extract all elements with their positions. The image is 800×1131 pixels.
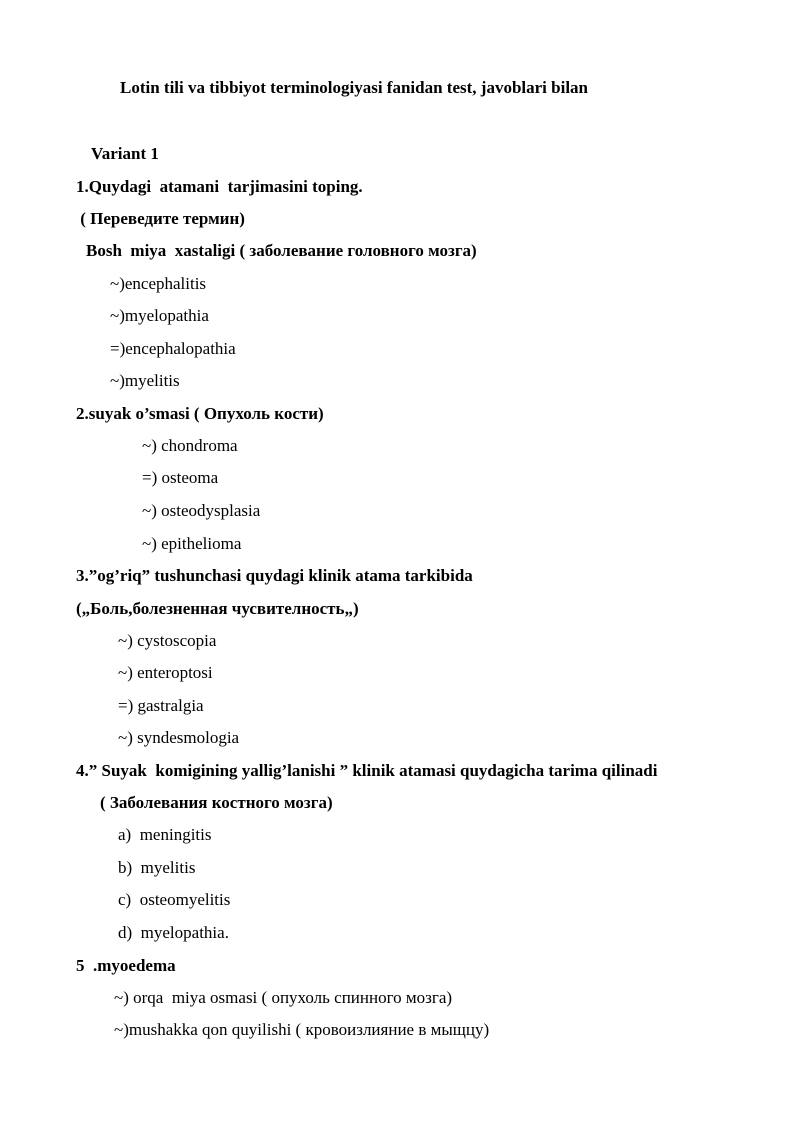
question-2-option: ~) epithelioma [142,534,242,553]
question-1-option: ~)myelopathia [110,306,209,325]
question-1-term: Bosh miya xastaligi ( заболевание головного мозга) [86,241,477,260]
question-5-option: ~)mushakka qon quyilishi ( кровоизлияние в мыщцу) [114,1020,490,1039]
question-1-option: =)encephalopathia [110,339,236,358]
question-3-option: ~) cystoscopia [118,631,217,650]
question-4-text: 4.” Suyak komigining yallig’lanishi ” klinik atamasi quydagicha tarima qilinadi [76,761,658,780]
question-4-option: c) osteomyelitis [118,890,231,909]
question-3-option: =) gastralgia [118,696,204,715]
question-2-option: ~) osteodysplasia [142,501,261,520]
question-4-option: b) myelitis [118,858,196,877]
question-5-option: ~) orqa miya osmasi ( опухоль спинного мозга) [114,988,453,1007]
question-4-option: d) myelopathia. [118,923,229,942]
question-4-translation: ( Заболевания костного мозга) [100,793,333,812]
variant-heading: Variant 1 [91,144,159,163]
question-2-option: =) osteoma [142,468,219,487]
document-title: Lotin tili va tibbiyot terminologiyasi fanidan test, javoblari bilan [120,78,589,97]
question-3-option: ~) syndesmologia [118,728,240,747]
question-3-translation: („Боль,болезненная чусвителность„) [76,599,359,618]
question-1-option: ~)myelitis [110,371,180,390]
question-3-option: ~) enteroptosi [118,663,213,682]
question-2-option: ~) chondroma [142,436,238,455]
question-2-text: 2.suyak o’smasi ( Опухоль кости) [76,404,324,423]
question-3-text: 3.”og’riq” tushunchasi quydagi klinik atama tarkibida [76,566,473,585]
question-5-text: 5 .myoedema [76,956,176,975]
question-1-translation: ( Переведите термин) [76,209,245,228]
question-1-text: 1.Quydagi atamani tarjimasini toping. [76,177,363,196]
question-4-option: a) meningitis [118,825,212,844]
question-1-option: ~)encephalitis [110,274,207,293]
